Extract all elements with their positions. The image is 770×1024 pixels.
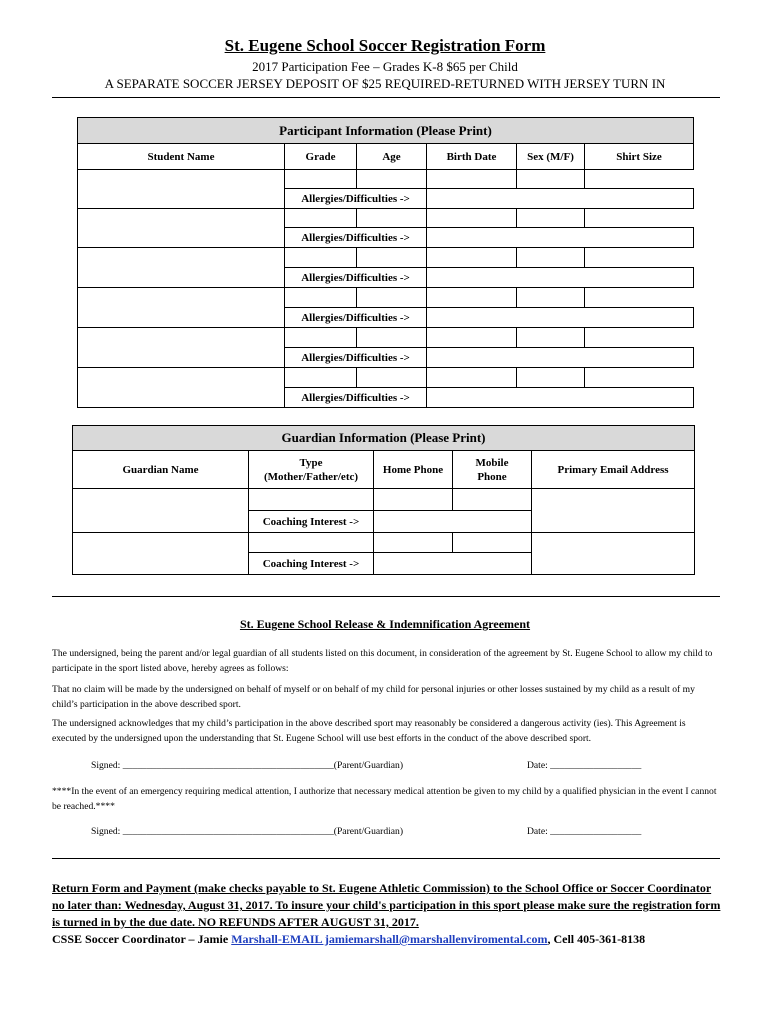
agreement-paragraph-3: The undersigned acknowledges that my child’s participation in the above described sport may reasonably be considered a dangerous activity (ies). This Agreement is executed by the undersigned upon the understanding that St. Eugene School will use best efforts in the conduct of the above described sport. — [52, 718, 686, 744]
home-phone-field[interactable] — [374, 489, 453, 511]
date-line-1[interactable]: Date: ___________________ — [527, 760, 642, 771]
sex-field[interactable] — [517, 209, 585, 228]
student-name-field[interactable] — [78, 288, 285, 328]
col-sex: Sex (M/F) — [517, 144, 585, 170]
guardian-type-field[interactable] — [249, 533, 374, 553]
return-instructions: Return Form and Payment (make checks payable to St. Eugene Athletic Commission) to the School Office or Soccer Coordinator no later than: Wednesday, August 31, 2017. To insure your child's participation in this sport please make sure the registration form is turned in by the due date. NO REFUNDS AFTER AUGUST 31, 2017. — [52, 881, 721, 929]
signature-line-2[interactable]: Signed: ____________________________________________(Parent/Guardian) — [91, 826, 404, 837]
col-type-line2: (Mother/Father/etc) — [263, 470, 359, 483]
col-birth-date: Birth Date — [427, 144, 517, 170]
sex-field[interactable] — [517, 328, 585, 348]
col-guardian-name: Guardian Name — [73, 451, 249, 489]
mobile-phone-field[interactable] — [453, 533, 532, 553]
allergies-field[interactable] — [427, 388, 694, 408]
grade-field[interactable] — [285, 368, 357, 388]
section-divider-top — [52, 596, 720, 597]
grade-field[interactable] — [285, 248, 357, 268]
grade-field[interactable] — [285, 209, 357, 228]
coaching-interest-label: Coaching Interest -> — [249, 511, 374, 533]
allergies-label: Allergies/Difficulties -> — [285, 189, 427, 209]
col-mobile-line1: Mobile — [475, 456, 509, 469]
birth-date-field[interactable] — [427, 368, 517, 388]
allergies-field[interactable] — [427, 348, 694, 368]
age-field[interactable] — [357, 209, 427, 228]
form-title: St. Eugene School Soccer Registration Form — [224, 36, 546, 55]
col-type — [249, 451, 374, 489]
guardian-name-field[interactable] — [73, 489, 249, 533]
coordinator-email-link[interactable]: Marshall-EMAIL jamiemarshall@marshallenviromental.com — [231, 932, 548, 946]
allergies-field[interactable] — [427, 268, 694, 288]
email-field[interactable] — [532, 533, 695, 575]
age-field[interactable] — [357, 248, 427, 268]
guardian-table — [72, 425, 695, 575]
contact-suffix: , Cell 405-361-8138 — [547, 932, 646, 946]
coordinator-contact — [52, 931, 722, 948]
col-email: Primary Email Address — [532, 451, 695, 489]
section-divider-bottom — [52, 858, 720, 859]
footer-instructions — [52, 880, 722, 948]
allergies-label: Allergies/Difficulties -> — [285, 308, 427, 328]
allergies-label: Allergies/Difficulties -> — [285, 268, 427, 288]
deposit-line: A SEPARATE SOCCER JERSEY DEPOSIT OF $25 REQUIRED-RETURNED WITH JERSEY TURN IN — [104, 76, 666, 91]
allergies-field[interactable] — [427, 189, 694, 209]
col-grade: Grade — [285, 144, 357, 170]
student-name-field[interactable] — [78, 248, 285, 288]
emergency-authorization: ****In the event of an emergency requiring medical attention, I authorize that necessary medical attention be given to my child by a qualified physician in the event I cannot be reached.**** — [52, 786, 717, 812]
age-field[interactable] — [357, 288, 427, 308]
allergies-label: Allergies/Difficulties -> — [285, 388, 427, 408]
student-name-field[interactable] — [78, 209, 285, 248]
coaching-interest-field[interactable] — [374, 511, 532, 533]
guardian-type-field[interactable] — [249, 489, 374, 511]
sex-field[interactable] — [517, 288, 585, 308]
agreement-paragraph-2: That no claim will be made by the undersigned on behalf of myself or on behalf of my child for personal injuries or other losses sustained by my child as a result of my child’s participation in the above described sport. — [52, 684, 695, 710]
grade-field[interactable] — [285, 288, 357, 308]
guardian-title: Guardian Information (Please Print) — [73, 426, 695, 451]
grade-field[interactable] — [285, 170, 357, 189]
guardian-name-field[interactable] — [73, 533, 249, 575]
birth-date-field[interactable] — [427, 248, 517, 268]
mobile-phone-field[interactable] — [453, 489, 532, 511]
col-mobile-line2: Phone — [477, 470, 507, 483]
age-field[interactable] — [357, 328, 427, 348]
signature-line-1[interactable]: Signed: ____________________________________________(Parent/Guardian) — [91, 760, 404, 771]
participant-table — [77, 117, 694, 408]
participant-title: Participant Information (Please Print) — [78, 118, 694, 144]
contact-prefix: CSSE Soccer Coordinator – Jamie — [52, 932, 232, 946]
col-home-phone: Home Phone — [374, 451, 453, 489]
agreement-title: St. Eugene School Release & Indemnification Agreement — [239, 617, 531, 631]
student-name-field[interactable] — [78, 368, 285, 408]
coaching-interest-label: Coaching Interest -> — [249, 553, 374, 575]
age-field[interactable] — [357, 368, 427, 388]
birth-date-field[interactable] — [427, 288, 517, 308]
agreement-paragraph-1: The undersigned, being the parent and/or legal guardian of all students listed on this document, in consideration of the agreement by St. Eugene School to allow my child to participate in the sport listed above, hereby agrees as follows: — [52, 648, 713, 674]
birth-date-field[interactable] — [427, 328, 517, 348]
student-name-field[interactable] — [78, 328, 285, 368]
fee-line: 2017 Participation Fee – Grades K-8 $65 per Child — [252, 59, 518, 74]
col-age: Age — [357, 144, 427, 170]
col-type-line1: Type — [299, 456, 323, 469]
allergies-field[interactable] — [427, 308, 694, 328]
birth-date-field[interactable] — [427, 170, 517, 189]
email-field[interactable] — [532, 489, 695, 533]
allergies-label: Allergies/Difficulties -> — [285, 228, 427, 248]
allergies-label: Allergies/Difficulties -> — [285, 348, 427, 368]
col-student-name: Student Name — [78, 144, 285, 170]
col-shirt-size: Shirt Size — [585, 144, 694, 170]
allergies-field[interactable] — [427, 228, 694, 248]
sex-field[interactable] — [517, 248, 585, 268]
grade-field[interactable] — [285, 328, 357, 348]
sex-field[interactable] — [517, 368, 585, 388]
student-name-field[interactable] — [78, 170, 285, 209]
age-field[interactable] — [357, 170, 427, 189]
home-phone-field[interactable] — [374, 533, 453, 553]
col-mobile-phone — [453, 451, 532, 489]
header-divider — [52, 97, 720, 98]
birth-date-field[interactable] — [427, 209, 517, 228]
date-line-2[interactable]: Date: ___________________ — [527, 826, 642, 837]
sex-field[interactable] — [517, 170, 585, 189]
coaching-interest-field[interactable] — [374, 553, 532, 575]
